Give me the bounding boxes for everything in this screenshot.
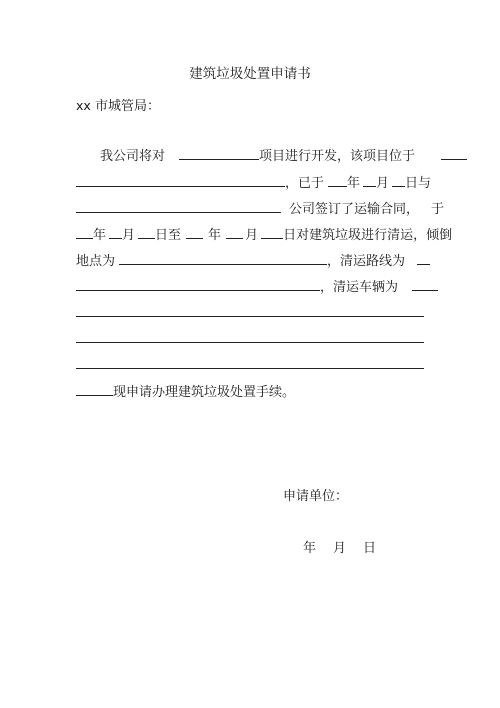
line5-text-b: ，清运路线为 bbox=[327, 254, 406, 269]
body-line-4 bbox=[76, 226, 452, 244]
contract-year-blank[interactable] bbox=[328, 174, 347, 187]
location-blank-start[interactable] bbox=[441, 147, 467, 160]
final-blank[interactable] bbox=[76, 383, 113, 396]
line4-year2: 年 bbox=[208, 228, 222, 243]
line4-month2: 月 bbox=[245, 228, 259, 243]
contract-month-blank[interactable] bbox=[363, 174, 376, 187]
vehicle-blank-line-1[interactable] bbox=[76, 316, 424, 317]
start-year-blank[interactable] bbox=[76, 226, 93, 239]
body-line-1 bbox=[100, 147, 467, 165]
end-month-blank[interactable] bbox=[226, 226, 243, 239]
transport-company-blank[interactable] bbox=[76, 200, 281, 213]
contract-day-blank[interactable] bbox=[392, 174, 405, 187]
body-line-2 bbox=[76, 174, 431, 192]
vehicle-blank-line-2[interactable] bbox=[76, 342, 424, 343]
start-month-blank[interactable] bbox=[109, 226, 122, 239]
salutation-prefix: xx bbox=[76, 98, 91, 113]
end-day-blank[interactable] bbox=[261, 226, 283, 239]
line6-text-a: ，清运车辆为 bbox=[320, 280, 399, 295]
route-blank-start[interactable] bbox=[417, 252, 430, 265]
body-line-3 bbox=[76, 200, 444, 218]
start-day-blank[interactable] bbox=[138, 226, 155, 239]
line2-year: 年 bbox=[347, 176, 361, 191]
project-name-blank[interactable] bbox=[179, 147, 259, 160]
line2-day: 日与 bbox=[405, 176, 432, 191]
salutation-text: 市城管局： bbox=[94, 99, 160, 114]
date-line bbox=[303, 541, 376, 557]
location-blank[interactable] bbox=[76, 174, 285, 187]
line5-text-a: 地点为 bbox=[76, 254, 116, 269]
line2-month: 月 bbox=[376, 176, 390, 191]
salutation bbox=[76, 98, 160, 115]
line4-to: 日至 bbox=[155, 228, 182, 243]
line4-year: 年 bbox=[93, 228, 107, 243]
body-line-5 bbox=[76, 252, 430, 270]
line2-text-a: ，已于 bbox=[285, 176, 325, 191]
line4-month: 月 bbox=[122, 228, 136, 243]
applicant-label: 申请单位： bbox=[283, 489, 349, 504]
line4-text: 日对建筑垃圾进行清运，倾倒 bbox=[283, 228, 453, 243]
body-line-6 bbox=[76, 278, 438, 296]
line3-text-a: 公司签订了运输合同， bbox=[289, 202, 420, 217]
vehicle-blank-line-3[interactable] bbox=[76, 368, 424, 369]
route-blank[interactable] bbox=[76, 278, 320, 291]
date-month: 月 bbox=[333, 541, 347, 556]
line1-text-b: 项目进行开发，该项目位于 bbox=[259, 149, 416, 164]
line3-text-b: 于 bbox=[431, 202, 445, 217]
date-year: 年 bbox=[303, 541, 317, 556]
date-day: 日 bbox=[363, 541, 377, 556]
document-title: 建筑垃圾处置申请书 bbox=[189, 66, 311, 82]
vehicle-blank-start[interactable] bbox=[412, 278, 438, 291]
line10-text: 现申请办理建筑垃圾处置手续。 bbox=[113, 385, 296, 400]
line1-text-a: 我公司将对 bbox=[100, 149, 166, 164]
body-line-10 bbox=[76, 383, 295, 401]
end-year-blank[interactable] bbox=[186, 226, 203, 239]
dump-site-blank[interactable] bbox=[119, 252, 327, 265]
